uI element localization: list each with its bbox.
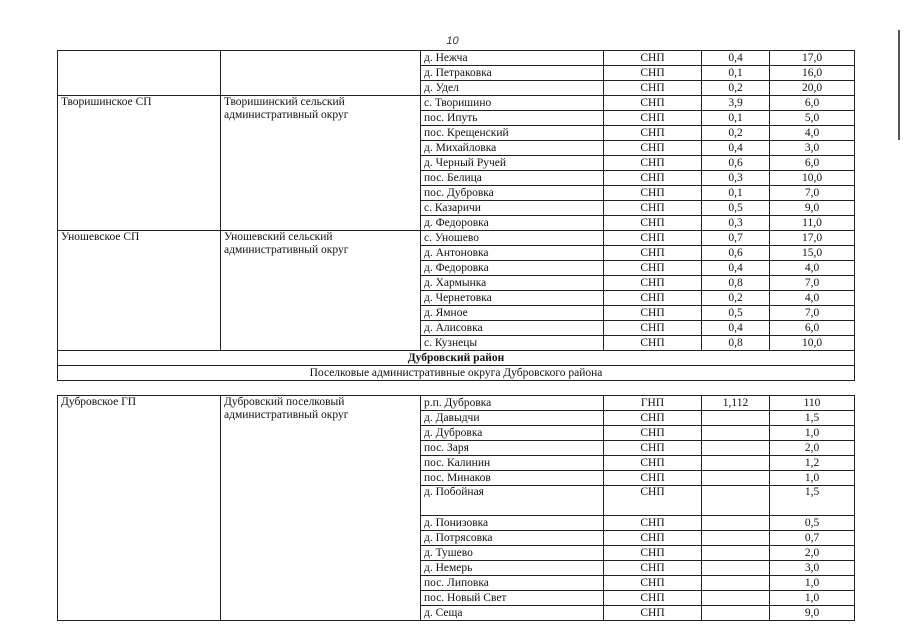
locality-name: д. Понизовка <box>421 516 604 531</box>
distance-value: 6,0 <box>770 96 855 111</box>
locality-name: д. Сеща <box>421 606 604 621</box>
distance-value: 3,0 <box>770 141 855 156</box>
district-name <box>221 396 421 621</box>
table-row <box>58 231 855 246</box>
settlement-type: СНП <box>604 96 702 111</box>
area-value <box>702 576 770 591</box>
settlement-type: СНП <box>604 456 702 471</box>
section-subheader: Поселковые административные округа Дубровского района <box>58 366 855 381</box>
settlement-type: СНП <box>604 51 702 66</box>
section-header: Дубровский район <box>58 351 855 366</box>
area-value: 0,8 <box>702 276 770 291</box>
distance-value: 4,0 <box>770 126 855 141</box>
settlement-type: СНП <box>604 321 702 336</box>
locality-name: пос. Минаков <box>421 471 604 486</box>
district-cell-continued <box>221 51 421 96</box>
distance-value: 0,7 <box>770 531 855 546</box>
locality-name: д. Давыдчи <box>421 411 604 426</box>
locality-name: пос. Липовка <box>421 576 604 591</box>
scan-edge-mark <box>898 30 900 140</box>
distance-value: 10,0 <box>770 171 855 186</box>
locality-name: пос. Дубровка <box>421 186 604 201</box>
locality-name: с. Казаричи <box>421 201 604 216</box>
locality-name: с. Унoшево <box>421 231 604 246</box>
distance-value: 7,0 <box>770 276 855 291</box>
area-value <box>702 531 770 546</box>
distance-value: 1,2 <box>770 456 855 471</box>
settlement-type: СНП <box>604 186 702 201</box>
distance-value: 1,5 <box>770 411 855 426</box>
area-value <box>702 486 770 516</box>
district-name <box>221 96 421 231</box>
locality-name: д. Побойная <box>421 486 604 516</box>
spacer-cell <box>58 381 855 396</box>
locality-name: д. Федоровка <box>421 261 604 276</box>
district-name-line: Дубровский поселковый административный округ <box>224 396 349 421</box>
area-value: 0,6 <box>702 246 770 261</box>
district-name-line: Унoшевский сельский административный округ <box>224 231 349 256</box>
area-value: 0,3 <box>702 216 770 231</box>
distance-value: 1,0 <box>770 576 855 591</box>
table-row <box>58 396 855 411</box>
distance-value: 110 <box>770 396 855 411</box>
locality-name: пос. Крещенский <box>421 126 604 141</box>
distance-value: 4,0 <box>770 291 855 306</box>
settlement-type: СНП <box>604 81 702 96</box>
area-value: 0,4 <box>702 141 770 156</box>
locality-name: с. Кузнецы <box>421 336 604 351</box>
distance-value: 17,0 <box>770 51 855 66</box>
settlement-type: СНП <box>604 291 702 306</box>
settlement-type: СНП <box>604 531 702 546</box>
table-row <box>58 381 855 396</box>
locality-name: д. Ямное <box>421 306 604 321</box>
area-value: 0,4 <box>702 321 770 336</box>
district-name <box>221 231 421 351</box>
settlement-cell-continued <box>58 51 221 96</box>
area-value: 0,2 <box>702 291 770 306</box>
area-value <box>702 471 770 486</box>
locality-name: пос. Ипуть <box>421 111 604 126</box>
locality-name: д. Чернетовка <box>421 291 604 306</box>
distance-value: 9,0 <box>770 201 855 216</box>
settlement-type: СНП <box>604 216 702 231</box>
locality-name: д. Немерь <box>421 561 604 576</box>
area-value: 0,7 <box>702 231 770 246</box>
area-value: 0,3 <box>702 171 770 186</box>
locality-name: д. Хармынка <box>421 276 604 291</box>
locality-name: д. Антоновка <box>421 246 604 261</box>
table-row <box>58 366 855 381</box>
distance-value: 20,0 <box>770 81 855 96</box>
area-value: 0,1 <box>702 66 770 81</box>
area-value <box>702 561 770 576</box>
distance-value: 10,0 <box>770 336 855 351</box>
settlement-type: СНП <box>604 156 702 171</box>
distance-value: 6,0 <box>770 321 855 336</box>
distance-value: 6,0 <box>770 156 855 171</box>
settlement-type: СНП <box>604 561 702 576</box>
distance-value: 1,0 <box>770 426 855 441</box>
settlement-type: СНП <box>604 591 702 606</box>
distance-value: 2,0 <box>770 441 855 456</box>
locality-name: д. Потрясовка <box>421 531 604 546</box>
locality-name: д. Дубровка <box>421 426 604 441</box>
area-value: 1,112 <box>702 396 770 411</box>
area-value: 0,5 <box>702 201 770 216</box>
distance-value: 15,0 <box>770 246 855 261</box>
district-name-line: Творишинский сельский административный округ <box>224 96 349 121</box>
distance-value: 4,0 <box>770 261 855 276</box>
settlement-type: СНП <box>604 411 702 426</box>
settlement-name: Дубровское ГП <box>58 396 221 621</box>
settlement-type: СНП <box>604 246 702 261</box>
area-value: 0,1 <box>702 186 770 201</box>
distance-value: 1,5 <box>770 486 855 516</box>
distance-value: 2,0 <box>770 546 855 561</box>
distance-value: 1,0 <box>770 591 855 606</box>
distance-value: 5,0 <box>770 111 855 126</box>
distance-value: 7,0 <box>770 306 855 321</box>
settlement-type: СНП <box>604 261 702 276</box>
settlement-type: СНП <box>604 276 702 291</box>
settlement-name: Унoшевское СП <box>58 231 221 351</box>
settlement-type: СНП <box>604 336 702 351</box>
area-value: 0,4 <box>702 51 770 66</box>
locality-name: пос. Заря <box>421 441 604 456</box>
locality-name: д. Тушево <box>421 546 604 561</box>
area-value <box>702 456 770 471</box>
area-value <box>702 411 770 426</box>
distance-value: 3,0 <box>770 561 855 576</box>
distance-value: 9,0 <box>770 606 855 621</box>
locality-name: пос. Новый Свет <box>421 591 604 606</box>
settlement-type: СНП <box>604 576 702 591</box>
locality-name: д. Алисовка <box>421 321 604 336</box>
settlement-type: СНП <box>604 441 702 456</box>
settlement-type: СНП <box>604 546 702 561</box>
area-value <box>702 546 770 561</box>
locality-name: р.п. Дубровка <box>421 396 604 411</box>
area-value: 0,2 <box>702 126 770 141</box>
table-row <box>58 351 855 366</box>
distance-value: 1,0 <box>770 471 855 486</box>
area-value <box>702 441 770 456</box>
settlement-type: СНП <box>604 516 702 531</box>
locality-name: д. Федоровка <box>421 216 604 231</box>
settlement-type: СНП <box>604 66 702 81</box>
settlements-table <box>57 50 855 621</box>
locality-name: пос. Калинин <box>421 456 604 471</box>
settlement-type: СНП <box>604 426 702 441</box>
distance-value: 16,0 <box>770 66 855 81</box>
settlement-type: СНП <box>604 486 702 516</box>
locality-name: д. Нежча <box>421 51 604 66</box>
page-number: 10 <box>446 35 459 47</box>
table-row <box>58 51 855 66</box>
area-value <box>702 426 770 441</box>
locality-name: пос. Белица <box>421 171 604 186</box>
area-value: 0,6 <box>702 156 770 171</box>
settlement-type: СНП <box>604 471 702 486</box>
area-value <box>702 606 770 621</box>
settlement-name: Творишинское СП <box>58 96 221 231</box>
area-value: 0,1 <box>702 111 770 126</box>
settlement-type: СНП <box>604 231 702 246</box>
locality-name: д. Михайловка <box>421 141 604 156</box>
area-value: 3,9 <box>702 96 770 111</box>
area-value: 0,5 <box>702 306 770 321</box>
locality-name: д. Петраковка <box>421 66 604 81</box>
settlement-type: СНП <box>604 171 702 186</box>
area-value <box>702 516 770 531</box>
distance-value: 7,0 <box>770 186 855 201</box>
distance-value: 0,5 <box>770 516 855 531</box>
locality-name: д. Черный Ручей <box>421 156 604 171</box>
settlement-type: СНП <box>604 201 702 216</box>
settlement-type: ГНП <box>604 396 702 411</box>
settlement-type: СНП <box>604 126 702 141</box>
settlement-type: СНП <box>604 111 702 126</box>
table-row <box>58 96 855 111</box>
area-value: 0,8 <box>702 336 770 351</box>
locality-name: с. Творишино <box>421 96 604 111</box>
settlement-type: СНП <box>604 306 702 321</box>
settlement-type: СНП <box>604 606 702 621</box>
area-value: 0,4 <box>702 261 770 276</box>
area-value: 0,2 <box>702 81 770 96</box>
area-value <box>702 591 770 606</box>
distance-value: 11,0 <box>770 216 855 231</box>
settlement-type: СНП <box>604 141 702 156</box>
distance-value: 17,0 <box>770 231 855 246</box>
locality-name: д. Удел <box>421 81 604 96</box>
